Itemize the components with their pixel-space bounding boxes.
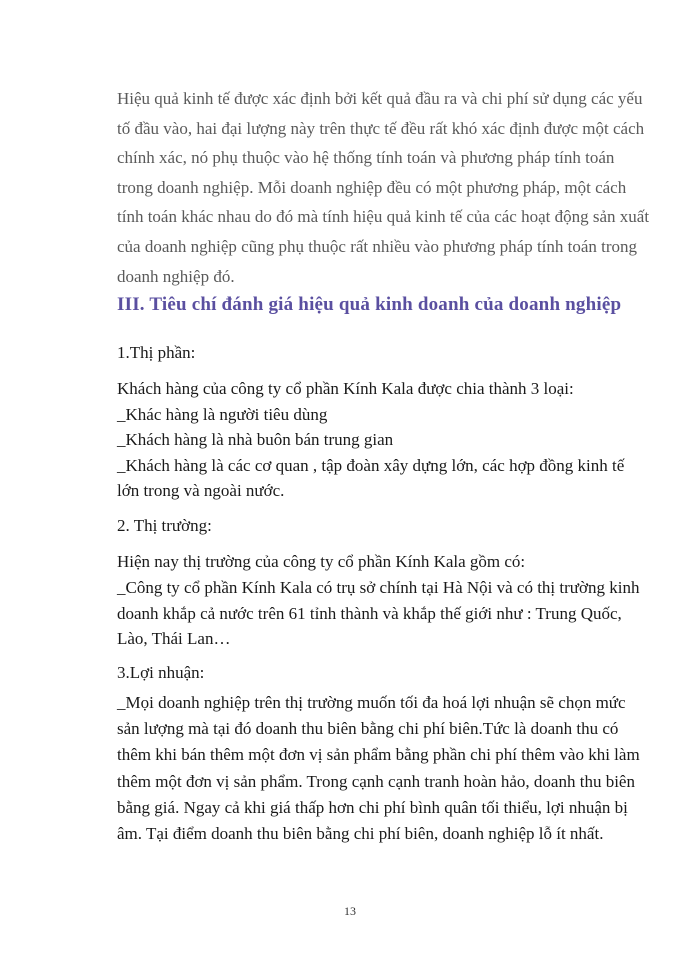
- section1-line: lớn trong và ngoài nước.: [117, 481, 285, 500]
- section1-line: _Khách hàng là nhà buôn bán trung gian: [117, 430, 394, 449]
- section3-line: thêm khi bán thêm một đơn vị sản phẩm bằng phần chi phí thêm vào khi làm: [117, 745, 640, 765]
- section3-title: 3.Lợi nhuận:: [117, 663, 205, 682]
- intro-line: Hiệu quả kinh tế được xác định bởi kết quả đầu ra và chi phí sử dụng các yếu: [117, 89, 643, 108]
- section1-body: [117, 376, 624, 504]
- section2-line: _Công ty cổ phần Kính Kala có trụ sở chính tại Hà Nội và có thị trường kinh: [117, 577, 640, 597]
- section3-body: [117, 690, 640, 847]
- section2-line: Lào, Thái Lan…: [117, 629, 231, 649]
- intro-line: tính toán khác nhau do đó mà tính hiệu quả kinh tế của các hoạt động sản xuất: [117, 207, 650, 227]
- section3-line: bằng giá. Ngay cả khi giá thấp hơn chi phí bình quân tối thiểu, lợi nhuận bị: [117, 797, 628, 817]
- section1-line: Khách hàng của công ty cổ phần Kính Kala được chia thành 3 loại:: [117, 379, 574, 398]
- section1-line: _Khách hàng là các cơ quan , tập đoàn xây dựng lớn, các hợp đồng kinh tế: [117, 455, 625, 475]
- intro-line: doanh nghiệp đó.: [117, 266, 235, 286]
- section3-line: _Mọi doanh nghiệp trên thị trường muốn tối đa hoá lợi nhuận sẽ chọn mức: [117, 693, 626, 712]
- section2-line: doanh khắp cả nước trên 61 tỉnh thành và khắp thế giới như : Trung Quốc,: [117, 603, 622, 623]
- section1-title: 1.Thị phần:: [117, 343, 196, 362]
- intro-line: trong doanh nghiệp. Mỗi doanh nghiệp đều có một phương pháp, một cách: [117, 177, 627, 197]
- intro-line: chính xác, nó phụ thuộc vào hệ thống tính toán và phương pháp tính toán: [117, 148, 615, 168]
- section1-line: _Khác hàng là người tiêu dùng: [117, 404, 328, 424]
- section2-line: Hiện nay thị trường của công ty cổ phần Kính Kala gồm có:: [117, 552, 526, 571]
- page-number: 13: [344, 904, 356, 918]
- section3-line: sản lượng mà tại đó doanh thu biên bằng chi phí biên.Tức là doanh thu có: [117, 719, 619, 739]
- intro-paragraph: [117, 84, 650, 291]
- intro-line: của doanh nghiệp cũng phụ thuộc rất nhiều vào phương pháp tính toán trong: [117, 236, 638, 256]
- section3-line: âm. Tại điểm doanh thu biên bằng chi phí biên, doanh nghiệp lỗ ít nhất.: [117, 824, 604, 844]
- section-heading: III. Tiêu chí đánh giá hiệu quả kinh doanh của doanh nghiệp: [117, 294, 622, 315]
- section2-body: [117, 549, 639, 652]
- section3-line: thêm một đơn vị sản phẩm. Trong cạnh cạnh tranh hoàn hảo, doanh thu biên: [117, 771, 635, 791]
- section2-title: 2. Thị trường:: [117, 516, 212, 535]
- intro-line: tố đầu vào, hai đại lượng này trên thực tế đều rất khó xác định được một cách: [117, 118, 645, 138]
